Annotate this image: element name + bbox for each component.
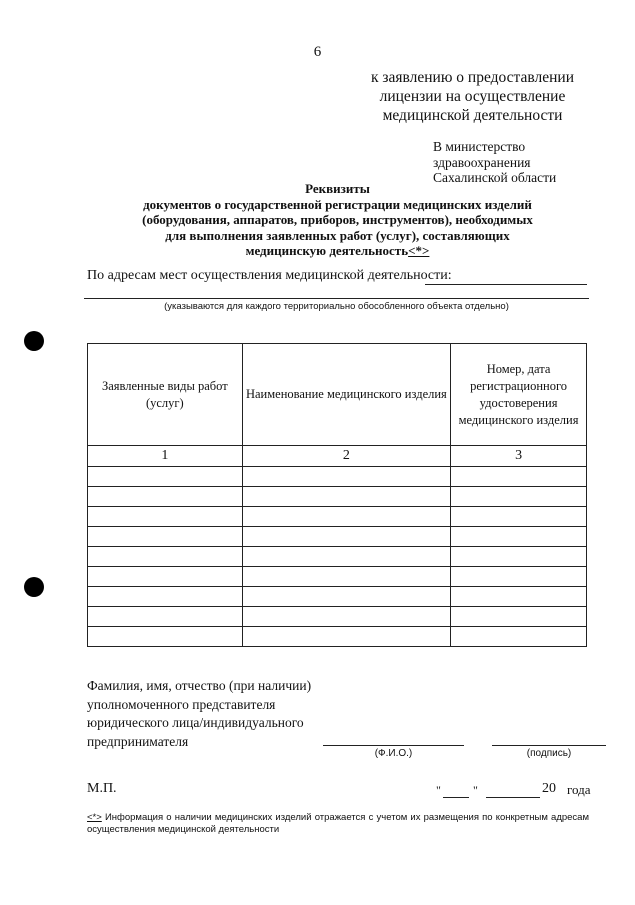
table-cell[interactable] (451, 607, 587, 627)
table-cell[interactable] (242, 567, 450, 587)
table-row (88, 547, 587, 567)
table-header-row (88, 344, 587, 446)
addressee (433, 139, 556, 186)
appendix-line: к заявлению о предоставлении (370, 69, 574, 86)
date-open-quote: " (436, 783, 441, 797)
column-number: 1 (88, 446, 243, 467)
table-cell[interactable] (242, 547, 450, 567)
footnote-link[interactable]: <*> (408, 243, 430, 258)
address-input-line[interactable] (84, 298, 589, 299)
name-caption: (Ф.И.О.) (374, 748, 413, 759)
table-cell[interactable] (88, 547, 243, 567)
date-suffix: года (567, 782, 591, 797)
page-number: 6 (313, 44, 322, 60)
appendix-reference (355, 68, 590, 125)
table-cell[interactable] (451, 587, 587, 607)
signer-line: уполномоченного представителя (87, 696, 276, 712)
address-label: По адресам мест осуществления медицинской деятельности: (87, 268, 452, 283)
table-cell[interactable] (88, 587, 243, 607)
footnote-marker[interactable]: <*> (87, 812, 102, 823)
addressee-line: здравоохранения (433, 154, 531, 170)
table-row (88, 467, 587, 487)
table-cell[interactable] (88, 487, 243, 507)
column-number: 3 (451, 446, 587, 467)
name-input-line[interactable] (323, 745, 464, 746)
appendix-line: медицинской деятельности (382, 107, 563, 124)
table-cell[interactable] (88, 467, 243, 487)
header-work-types: Заявленные виды работ (услуг) (88, 344, 243, 446)
addressee-line: В министерство (433, 139, 526, 154)
title-line: (оборудования, аппаратов, приборов, инструментов), необходимых (142, 212, 533, 227)
title-heading: Реквизиты (305, 181, 370, 196)
table-cell[interactable] (451, 527, 587, 547)
table-cell[interactable] (88, 507, 243, 527)
table-row (88, 487, 587, 507)
table-cell[interactable] (242, 607, 450, 627)
signer-label (87, 677, 311, 751)
header-device-name: Наименование медицинского изделия (242, 344, 450, 446)
table-row (88, 607, 587, 627)
table-cell[interactable] (88, 527, 243, 547)
footnote (87, 812, 589, 836)
table-row (88, 527, 587, 547)
table-cell[interactable] (88, 627, 243, 647)
punch-hole-icon (24, 331, 44, 351)
address-input-line[interactable] (425, 284, 587, 285)
header-registration: Номер, дата регистрационного удостоверения медицинского изделия (451, 344, 587, 446)
title-line: документов о государственной регистрации медицинских изделий (143, 196, 532, 212)
table-cell[interactable] (451, 567, 587, 587)
address-note: (указываются для каждого территориально обособленного объекта отдельно) (164, 301, 509, 312)
title-line: для выполнения заявленных работ (услуг), составляющих (165, 227, 510, 243)
addressee-line: Сахалинской области (433, 170, 557, 185)
date-day-field[interactable] (443, 797, 469, 798)
signer-line: юридического лица/индивидуального (87, 715, 304, 730)
table-cell[interactable] (451, 507, 587, 527)
table-cell[interactable] (242, 587, 450, 607)
signer-line: Фамилия, имя, отчество (при наличии) (87, 678, 312, 693)
document-title (70, 181, 605, 259)
date-close-quote: " (473, 783, 478, 797)
table-cell[interactable] (451, 627, 587, 647)
date-month-field[interactable] (486, 797, 540, 798)
table-row (88, 627, 587, 647)
signature-caption: (подпись) (526, 748, 572, 759)
table-cell[interactable] (88, 607, 243, 627)
stamp-place: М.П. (87, 781, 117, 796)
table-number-row (88, 446, 587, 467)
signer-line: предпринимателя (87, 733, 189, 749)
footnote-text: Информация о наличии медицинских изделий отражается с учетом их размещения по конкретным адресам осуществления медицинской деятельности (87, 812, 589, 835)
date-year-prefix: 20 (542, 781, 556, 796)
title-line (70, 243, 605, 259)
table-cell[interactable] (242, 627, 450, 647)
table-cell[interactable] (242, 527, 450, 547)
devices-table (87, 343, 587, 647)
punch-hole-icon (24, 577, 44, 597)
table-row (88, 587, 587, 607)
table-cell[interactable] (88, 567, 243, 587)
table-cell[interactable] (451, 467, 587, 487)
title-last-text: медицинскую деятельность (245, 243, 409, 258)
table-cell[interactable] (242, 467, 450, 487)
table-row (88, 567, 587, 587)
table-cell[interactable] (451, 547, 587, 567)
table-row (88, 507, 587, 527)
signature-input-line[interactable] (492, 745, 606, 746)
column-number: 2 (242, 446, 450, 467)
table-cell[interactable] (242, 487, 450, 507)
appendix-line: лицензии на осуществление (379, 88, 566, 105)
table-cell[interactable] (451, 487, 587, 507)
table-cell[interactable] (242, 507, 450, 527)
